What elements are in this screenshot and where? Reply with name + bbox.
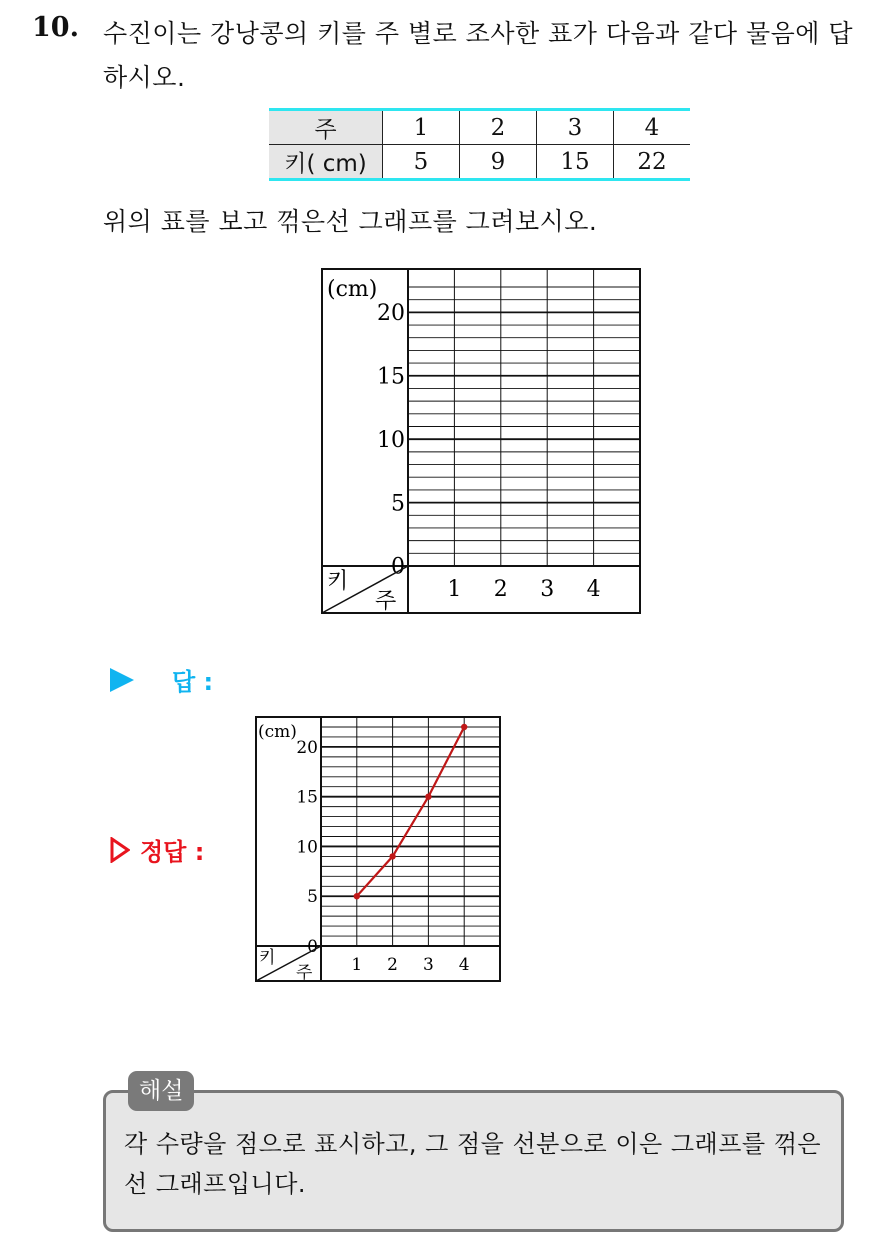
x-tick-label: 4 <box>586 577 601 602</box>
y-tick-label: 5 <box>391 491 405 517</box>
data-point <box>389 853 395 859</box>
graph-frame <box>322 269 640 613</box>
question-text: 수진이는 강낭콩의 키를 주 별로 조사한 표가 다음과 같다 물음에 답하시오. <box>103 19 854 92</box>
height-cell: 15 <box>537 145 614 180</box>
table-row <box>269 145 690 180</box>
data-point <box>354 893 360 899</box>
week-cell: 2 <box>460 110 537 145</box>
y-tick-label: 5 <box>307 887 318 908</box>
explanation-text: 각 수량을 점으로 표시하고, 그 점을 선분으로 이은 그래프를 꺾은선 그래프입니다. <box>124 1130 822 1198</box>
unit-label: (cm) <box>258 722 297 742</box>
height-table <box>269 108 690 181</box>
unit-label: (cm) <box>327 277 378 302</box>
week-cell: 4 <box>614 110 691 145</box>
data-point <box>425 793 431 799</box>
week-cell: 1 <box>383 110 460 145</box>
x-tick-label: 2 <box>387 955 399 975</box>
correct-answer-label <box>110 832 204 867</box>
explanation-tag: 해설 <box>128 1071 194 1111</box>
x-tick-label: 3 <box>540 577 555 602</box>
corner-label-bottom: 주 <box>296 963 313 982</box>
y-tick-label: 10 <box>377 427 405 453</box>
y-tick-label: 10 <box>296 837 318 858</box>
x-tick-label: 4 <box>458 955 470 975</box>
corner-label-top: 키 <box>327 569 349 594</box>
height-header: 키( cm) <box>269 145 383 180</box>
answer-label-text: 답 : <box>172 668 214 696</box>
outline-triangle-icon <box>110 837 130 863</box>
correct-label-text: 정답 : <box>140 838 205 866</box>
triangle-pointer-icon <box>110 668 134 692</box>
y-tick-label: 20 <box>377 301 405 327</box>
height-cell: 9 <box>460 145 537 180</box>
question-number: 10. <box>32 12 79 43</box>
x-tick-label: 1 <box>447 577 462 602</box>
blank-graph-grid[interactable] <box>321 268 641 614</box>
y-tick-label: 15 <box>377 364 405 390</box>
corner-label-bottom: 주 <box>375 589 397 614</box>
answer-line-chart <box>255 716 501 982</box>
x-tick-label: 2 <box>493 577 508 602</box>
answer-label <box>110 662 213 697</box>
week-header: 주 <box>269 110 383 145</box>
x-tick-label: 1 <box>351 955 363 975</box>
y-tick-label: 0 <box>307 936 318 957</box>
x-tick-label: 3 <box>422 955 434 975</box>
height-cell: 22 <box>614 145 691 180</box>
week-cell: 3 <box>537 110 614 145</box>
height-cell: 5 <box>383 145 460 180</box>
corner-label-top: 키 <box>259 948 276 968</box>
y-tick-label: 15 <box>296 787 318 808</box>
y-tick-label: 20 <box>296 737 318 758</box>
y-tick-label: 0 <box>391 554 405 580</box>
instruction-text: 위의 표를 보고 꺾은선 그래프를 그려보시오. <box>103 207 598 236</box>
data-point <box>461 724 467 730</box>
table-row <box>269 110 690 145</box>
